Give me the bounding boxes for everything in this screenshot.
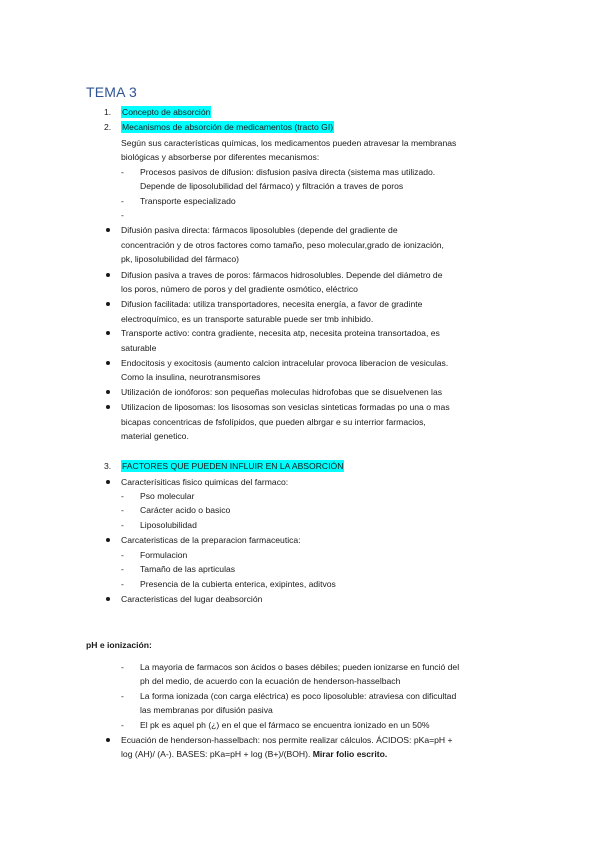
ph-dash-line: El pk es aquel ph (¿) en el que el fármaco se encuentra ionizado en un 50% [140,720,430,730]
dash-marker: - [121,720,124,730]
factor-bullet: Caracterísiticas fisico quimicas del farmaco: [121,477,289,487]
section-1-number: 1. [104,107,112,117]
bullet-line: bicapas concentricas de fsfolípidos, que pueden albrgar e su interrior farmacios, [121,417,426,427]
bullet-dot [106,390,110,394]
sub-item-line: Transporte especializado [140,196,236,206]
ph-dash-line: La forma ionizada (con carga eléctrica) es poco liposoluble: atraviesa con dificultad [140,691,457,701]
dash-marker: - [121,550,124,560]
bullet-dot [106,405,110,409]
bullet-line: Transporte activo: contra gradiente, necesita atp, necesita proteina transortadoa, es [121,328,440,338]
bullet-line: saturable [121,343,157,353]
bullet-line: pk, liposolubilidad del fármaco) [121,254,239,264]
ph-dash-line: ph del medio, de acuerdo con la ecuación de henderson-hasselbach [140,676,401,686]
dash-marker: - [121,579,124,589]
bullet-dot [106,302,110,306]
ph-equation-text: log (AH)/ (A-). BASES: pKa=pH + log (B+)/(BOH). [121,749,311,759]
ph-equation-line [121,748,387,760]
section-3-number: 3. [104,461,112,471]
sub-item-line: Depende de liposolubilidad del fármaco) y filtración a traves de poros [140,181,404,191]
section-3-heading: FACTORES QUE PUEDEN INFLUIR EN LA ABSORCIÓN [122,461,344,471]
dash-marker: - [121,520,124,530]
bullet-line: Utilización de ionóforos: son pequeñas moleculas hidrofobas que se disuelvenen las [121,387,443,397]
bullet-dot [106,538,110,542]
factor-item: Presencia de la cubierta enterica, exipintes, aditvos [140,579,336,589]
dash-marker: - [121,691,124,701]
bullet-dot [106,331,110,335]
bullet-dot [106,228,110,232]
dash-marker: - [121,564,124,574]
sub-item-line: Procesos pasivos de difusion: disfusion pasiva directa (sistema mas utilizado. [140,167,436,177]
ph-equation-note: Mirar folio escrito. [312,749,388,759]
bullet-line: Difusion facilitada: utiliza transportadores, necesita energía, a favor de gradinte [121,299,423,309]
ph-dash-line: las membranas por difusión pasiva [140,705,273,715]
dash-marker: - [121,662,124,672]
factor-item: Carácter acido o basico [140,505,231,515]
dash-marker: - [121,167,124,177]
bullet-dot [106,273,110,277]
bullet-line: Difusion pasiva a traves de poros: fármacos hidrosolubles. Depende del diámetro de [121,270,443,280]
dash-marker: - [121,505,124,515]
bullet-line: Endocitosis y exocitosis (aumento calcion intracelular provoca liberacion de vesiculas. [121,358,449,368]
factor-bullet: Carcateristicas de la preparacion farmaceutica: [121,535,301,545]
bullet-dot [106,480,110,484]
factor-item: Pso molecular [140,491,195,501]
section-2-heading: Mecanismos de absorción de medicamentos (tracto GI) [122,122,334,132]
dash-marker: - [121,210,124,220]
factor-item: Tamaño de las aprticulas [140,564,236,574]
factor-item: Formulacion [140,550,188,560]
bullet-line: Como la insulina, neurotransmisores [121,372,261,382]
bullet-line: electroquímico, es un transporte saturable puede ser tmb inhibido. [121,314,374,324]
section-2-intro-line: Según sus características químicas, los medicamentos pueden atravesar la membranas [121,138,457,148]
bullet-line: material genetico. [121,431,189,441]
bullet-dot [106,361,110,365]
dash-marker: - [121,196,124,206]
bullet-line: Difusión pasiva directa: fármacos liposolubles (depende del gradiente de [121,225,398,235]
factor-bullet: Caracteristicas del lugar deabsorción [121,594,263,604]
section-1-heading: Concepto de absorción [122,107,211,117]
bullet-dot [106,597,110,601]
dash-marker: - [121,491,124,501]
bullet-line: concentración y de otros factores como tamaño, peso molecular,grado de ionización, [121,240,444,250]
section-2-intro-line: biológicas y absorberse por diferentes mecanismos: [121,152,320,162]
bullet-dot [106,738,110,742]
page-title: TEMA 3 [86,84,137,100]
ph-equation-line: Ecuación de henderson-hasselbach: nos permite realizar cálculos. ÁCIDOS: pKa=pH + [121,735,453,745]
section-2-number: 2. [104,122,112,132]
bullet-line: Utilizacion de liposomas: los lisosomas son vesiclas sinteticas formadas po una o mas [121,402,450,412]
bullet-line: los poros, número de poros y del gradiente osmótico, eléctrico [121,284,358,294]
ph-dash-line: La mayoria de farmacos son ácidos o bases débiles; pueden ionizarse en funció del [140,662,460,672]
ph-heading: pH e ionización: [86,640,152,650]
factor-item: Liposolubilidad [140,520,197,530]
